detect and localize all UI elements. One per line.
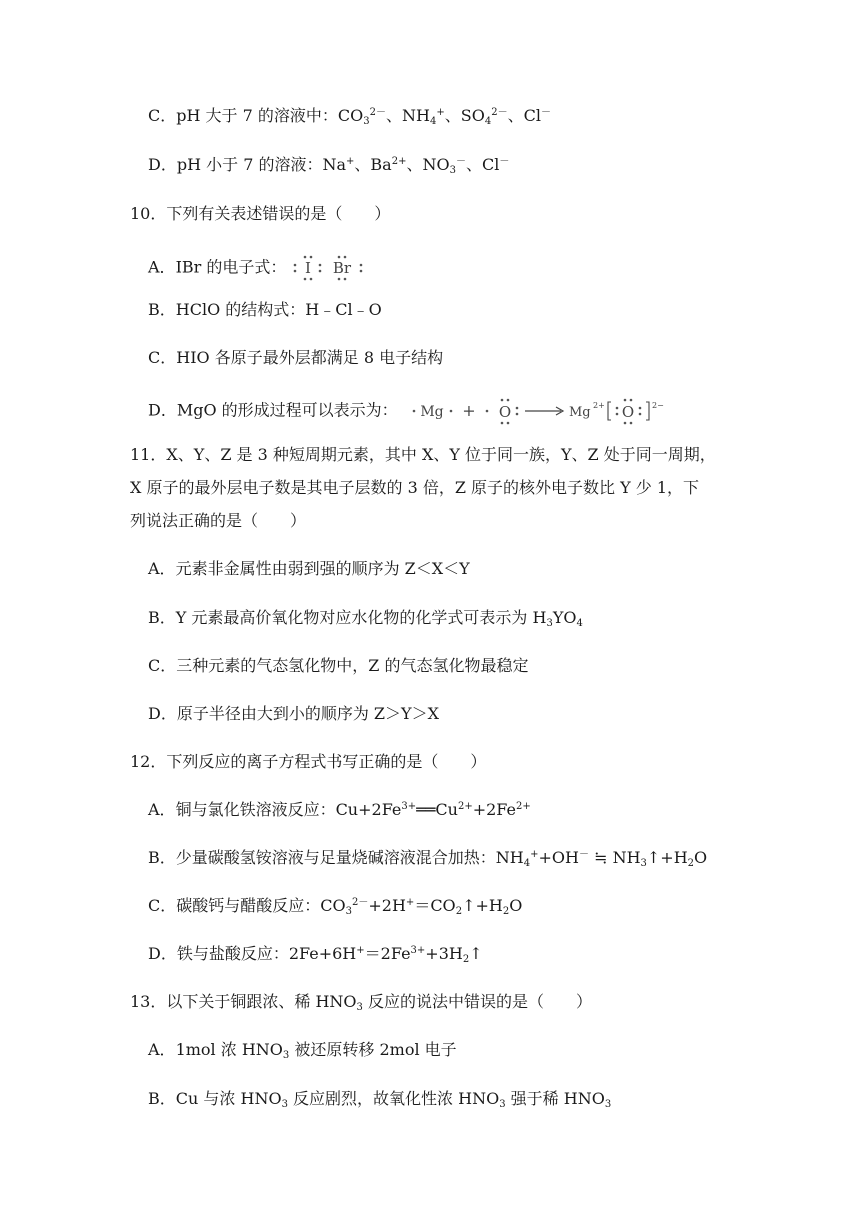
text-run: ＝CO	[414, 896, 456, 915]
superscript: －	[499, 156, 510, 167]
text-run: HIO 各原子最外层都满足 8 电子结构	[176, 348, 444, 367]
subscript: 4	[576, 618, 583, 629]
text-run: D．	[148, 155, 177, 174]
q12-option-b	[148, 848, 707, 868]
subscript: 3	[499, 1099, 506, 1110]
text-run: YO	[552, 608, 577, 627]
subscript: 4	[429, 116, 437, 127]
text-run: O	[509, 896, 523, 915]
q11-stem-line-3: 列说法正确的是（ ）	[130, 511, 307, 530]
subscript: 2	[462, 954, 470, 965]
text-run: C．	[148, 656, 177, 675]
text-run: 铁与盐酸反应：2Fe+6H	[176, 944, 357, 963]
figure-label: O	[498, 403, 511, 421]
text-run: Y 元素最高价氧化物对应水化物的化学式可表示为 H	[175, 608, 547, 627]
superscript: －	[540, 107, 551, 118]
text-run: 、Cl	[507, 106, 541, 125]
figure-label: I	[305, 259, 312, 277]
text-run: Cu 与浓 HNO	[175, 1089, 282, 1108]
text-run: pH 大于 7 的溶液中：CO	[176, 106, 364, 125]
superscript: 3+	[401, 801, 417, 812]
superscript: 2－	[369, 107, 386, 118]
superscript: 2+	[391, 156, 407, 167]
text-run: ↑+H	[462, 896, 503, 915]
text-run: 元素非金属性由弱到强的顺序为 Z＜X＜Y	[175, 559, 470, 578]
superscript: +	[405, 897, 415, 908]
text-run: A．	[148, 1040, 176, 1059]
subscript: 3	[640, 858, 647, 869]
figure-label: O	[621, 403, 634, 421]
superscript: －	[578, 849, 589, 860]
q11-option-a	[148, 559, 470, 579]
q12-option-a	[148, 800, 531, 820]
text-run: ↑	[469, 944, 483, 963]
text-run: D．	[148, 944, 177, 963]
subscript: 2	[502, 906, 510, 917]
text-run: 1mol 浓 HNO	[175, 1040, 283, 1059]
text-run: 、NH	[386, 106, 430, 125]
text-run: +2Fe	[472, 800, 516, 819]
text-run: C．	[148, 348, 177, 367]
text-run: B．	[148, 300, 176, 319]
q13-option-a	[148, 1040, 457, 1060]
text-run: IBr 的电子式：	[175, 257, 287, 277]
text-run: B．	[148, 1089, 176, 1108]
figure-label: +	[462, 401, 476, 420]
subscript: 2	[687, 858, 695, 869]
text-run: A．	[148, 559, 176, 578]
q12-option-c	[148, 896, 522, 916]
q9-option-d	[148, 155, 509, 175]
text-run: 、NO	[406, 155, 450, 174]
ibr-electron-formula-figure	[291, 254, 371, 282]
text-run: HClO 的结构式：H﹣Cl﹣O	[175, 300, 382, 319]
text-run: 反应剧烈，故氧化性浓 HNO	[287, 1089, 500, 1108]
q13-stem	[130, 992, 592, 1012]
subscript: 3	[281, 1099, 288, 1110]
q12-option-d	[148, 944, 483, 964]
q11-stem-line-2: X 原子的最外层电子数是其电子层数的 3 倍，Z 原子的核外电子数比 Y 少 1，下	[130, 478, 700, 497]
figure-label: Mg	[568, 405, 591, 420]
subscript: 3	[449, 165, 456, 176]
q11-option-c	[148, 656, 528, 676]
subscript: 3	[356, 1002, 363, 1013]
subscript: 3	[604, 1099, 612, 1110]
subscript: 4	[523, 858, 531, 869]
text-run: ≒ NH	[588, 848, 641, 867]
subscript: 2	[455, 906, 463, 917]
figure-label: Mg	[420, 404, 444, 420]
text-run: C．	[148, 896, 177, 915]
q11-option-b	[148, 608, 583, 628]
text-run: 、Cl	[465, 155, 500, 174]
q10-stem: 10．下列有关表述错误的是（ ）	[130, 204, 391, 223]
text-run: D．	[148, 400, 177, 420]
q10-option-b	[148, 300, 382, 320]
text-run: +3H	[425, 944, 463, 963]
text-run: 、SO	[444, 106, 485, 125]
text-run: 三种元素的气态氢化物中，Z 的气态氢化物最稳定	[176, 656, 529, 675]
q12-stem: 12．下列反应的离子方程式书写正确的是（ ）	[130, 752, 487, 771]
superscript: －	[455, 156, 466, 167]
text-run: 被还原转移 2mol 电子	[289, 1040, 457, 1059]
text-run: B．	[148, 848, 176, 867]
text-run: MgO 的形成过程可以表示为：	[176, 400, 398, 420]
superscript: +	[346, 156, 355, 167]
q13-option-b	[148, 1089, 611, 1109]
q10-option-a	[148, 254, 371, 282]
superscript: +	[436, 107, 445, 118]
text-run: 、Ba	[354, 155, 392, 174]
superscript: 2+	[457, 801, 473, 812]
text-run: ＝2Fe	[364, 944, 411, 963]
superscript: 2－	[491, 107, 508, 118]
superscript: 3+	[410, 945, 426, 956]
text-run: 铜与氯化铁溶液反应：Cu+2Fe	[175, 800, 402, 819]
q10-option-d	[148, 396, 681, 426]
text-run: A．	[148, 800, 176, 819]
text-run: 13．以下关于铜跟浓、稀 HNO	[130, 992, 357, 1011]
subscript: 3	[282, 1050, 290, 1061]
superscript: 2－	[352, 897, 369, 908]
text-run: ↑+H	[646, 848, 688, 867]
text-run: +2H	[368, 896, 406, 915]
figure-label: 2−	[651, 401, 664, 410]
superscript: +	[530, 849, 539, 860]
text-run: A．	[148, 257, 176, 277]
figure-label: 2+	[592, 401, 605, 410]
text-run: D．	[148, 704, 177, 723]
subscript: 3	[345, 906, 352, 917]
q10-option-c	[148, 348, 443, 368]
text-run: 强于稀 HNO	[505, 1089, 605, 1108]
subscript: 3	[546, 618, 553, 629]
q11-stem-line-1: 11．X、Y、Z 是 3 种短周期元素，其中 X、Y 位于同一族，Y、Z 处于同一周期，	[130, 445, 716, 464]
subscript: 4	[484, 116, 492, 127]
text-run: ══Cu	[416, 800, 458, 819]
mgo-formation-figure	[411, 396, 681, 426]
text-run: 少量碳酸氢铵溶液与足量烧碱溶液混合加热：NH	[175, 848, 524, 867]
q9-option-c	[148, 106, 551, 126]
text-run: pH 小于 7 的溶液：Na	[176, 155, 347, 174]
figure-label: Br	[333, 259, 352, 277]
text-run: C．	[148, 106, 177, 125]
q11-option-d	[148, 704, 439, 724]
superscript: 2+	[516, 801, 531, 812]
text-run: 反应的说法中错误的是（ ）	[362, 992, 592, 1011]
subscript: 3	[363, 116, 370, 127]
superscript: +	[356, 945, 365, 956]
text-run: O	[694, 848, 708, 867]
text-run: 原子半径由大到小的顺序为 Z＞Y＞X	[176, 704, 440, 723]
text-run: B．	[148, 608, 176, 627]
text-run: 碳酸钙与醋酸反应：CO	[176, 896, 346, 915]
text-run: +OH	[538, 848, 579, 867]
